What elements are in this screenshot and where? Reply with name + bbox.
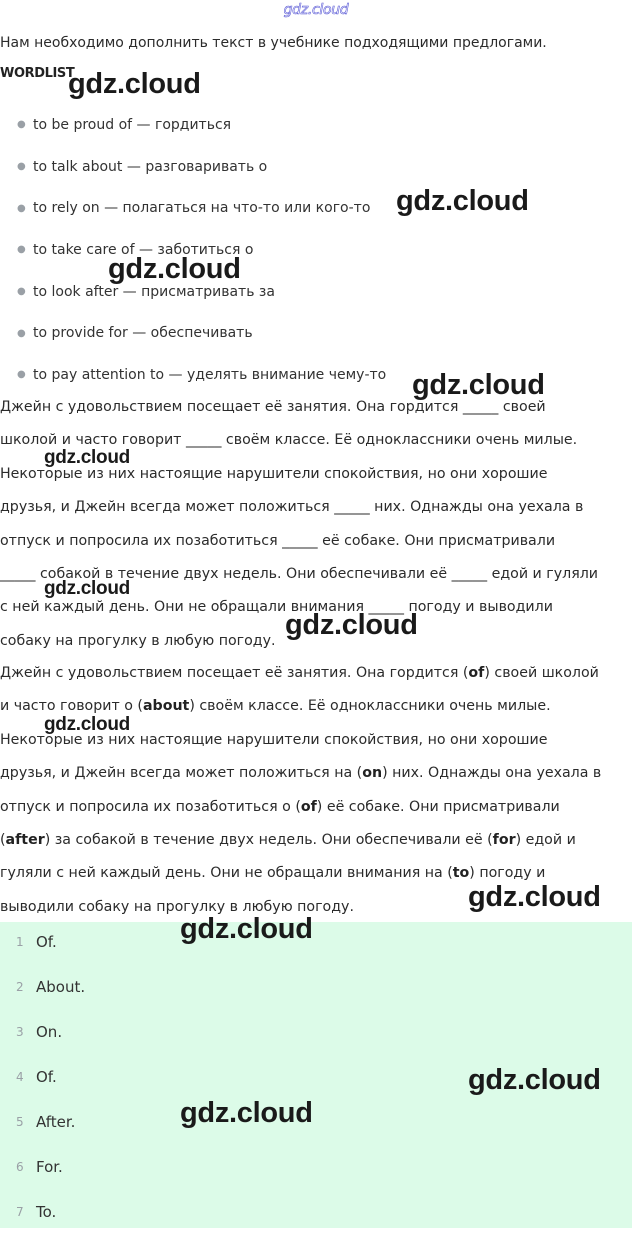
watermark: gdz.cloud [180, 1097, 313, 1129]
exercise-line: собаку на прогулку в любую погоду. [0, 632, 276, 649]
answer-highlight: after [5, 831, 45, 848]
watermark: gdz.cloud [468, 1064, 601, 1096]
answer-number: 4 [16, 1069, 24, 1084]
answer-value: About. [36, 977, 86, 996]
watermark: gdz.cloud [44, 578, 130, 599]
answer-line: выводили собаку на прогулку в любую погоду. [0, 898, 354, 915]
list-item [0, 354, 386, 396]
answer-value: Of. [36, 932, 57, 951]
answer-value: On. [36, 1022, 63, 1041]
answer-value: After. [36, 1112, 76, 1131]
answer-item [0, 964, 632, 1009]
wordlist-entry: to look after — присматривать за [33, 283, 275, 300]
list-item [0, 187, 386, 229]
watermark: gdz.cloud [44, 714, 130, 735]
bullet-icon: ● [17, 327, 26, 339]
answer-highlight: of [300, 798, 317, 815]
wordlist-entry: to rely on — полагаться на что-то или кого-то [33, 200, 371, 217]
list-item [0, 104, 386, 146]
bullet-icon: ● [17, 161, 26, 173]
wordlist-entry: to pay attention to — уделять внимание чему-то [33, 366, 387, 383]
list-item [0, 146, 386, 188]
bullet-icon: ● [17, 119, 26, 131]
wordlist-heading: WORDLIST [0, 66, 75, 81]
answer-line: (after) за собакой в течение двух недель. Они обеспечивали её (for) едой и [0, 831, 576, 848]
answer-item [0, 919, 632, 964]
answer-highlight: to [452, 865, 470, 882]
watermark: gdz.cloud [412, 369, 545, 401]
answer-number: 6 [16, 1159, 24, 1174]
wordlist-entry: to provide for — обеспечивать [33, 325, 253, 342]
answer-line: Джейн с удовольствием посещает её занятия. Она гордится (of) своей школой [0, 665, 599, 681]
answer-highlight: of [468, 665, 485, 681]
answer-number: 5 [16, 1114, 24, 1129]
answer-item [0, 1189, 632, 1234]
watermark: gdz.cloud [68, 68, 201, 100]
answer-line: гуляли с ней каждый день. Они не обращали внимания на (to) погоду и [0, 865, 546, 882]
wordlist-entry: to talk about — разговаривать о [33, 158, 268, 175]
watermark: gdz.cloud [108, 253, 241, 285]
list-item [0, 271, 386, 313]
exercise-text [0, 391, 632, 658]
answer-line: Некоторые из них настоящие нарушители спокойствия, но они хорошие [0, 731, 548, 748]
answer-item [0, 1099, 632, 1144]
answer-value: Of. [36, 1067, 57, 1086]
exercise-line: школой и часто говорит _____ своём классе. Её одноклассники очень милые. [0, 432, 578, 449]
exercise-line: _____ собакой в течение двух недель. Они обеспечивали её _____ едой и гуляли [0, 565, 599, 582]
answer-number: 3 [16, 1024, 24, 1039]
exercise-line: друзья, и Джейн всегда может положиться _____ них. Однажды она уехала в [0, 499, 584, 516]
answer-item [0, 1009, 632, 1054]
bullet-icon: ● [17, 244, 26, 256]
answer-highlight: for [492, 831, 516, 848]
answer-number: 7 [16, 1204, 24, 1219]
bullet-icon: ● [17, 202, 26, 214]
answer-item [0, 1054, 632, 1099]
answer-highlight: about [142, 698, 190, 715]
watermark: gdz.cloud [285, 609, 418, 641]
answer-line: отпуск и попросила их позаботиться о (of) её собаке. Они присматривали [0, 798, 560, 815]
list-item [0, 312, 386, 354]
bullet-icon: ● [17, 286, 26, 298]
answer-line: и часто говорит о (about) своём классе. Её одноклассники очень милые. [0, 698, 551, 715]
task-instruction: Нам необходимо дополнить текст в учебнике подходящими предлогами. [0, 35, 547, 51]
site-logo[interactable]: gdz.cloud [283, 2, 349, 18]
answer-line: друзья, и Джейн всегда может положиться на (on) них. Однажды она уехала в [0, 765, 602, 782]
answer-value: For. [36, 1157, 63, 1176]
wordlist-entry: to take care of — заботиться о [33, 241, 254, 258]
wordlist [0, 104, 386, 396]
answer-number: 2 [16, 979, 24, 994]
exercise-line: отпуск и попросила их позаботиться _____ её собаке. Они присматривали [0, 532, 556, 549]
answer-number: 1 [16, 934, 24, 949]
exercise-line: с ней каждый день. Они не обращали внимания _____ погоду и выводили [0, 599, 553, 616]
watermark: gdz.cloud [396, 185, 529, 217]
answer-list [0, 922, 632, 1228]
exercise-line: Некоторые из них настоящие нарушители спокойствия, но они хорошие [0, 465, 548, 482]
answer-item [0, 1144, 632, 1189]
wordlist-entry: to be proud of — гордиться [33, 116, 232, 133]
watermark: gdz.cloud [44, 447, 130, 468]
watermark: gdz.cloud [468, 881, 601, 913]
list-item [0, 229, 386, 271]
bullet-icon: ● [17, 369, 26, 381]
answer-value: To. [36, 1202, 57, 1221]
exercise-line: Джейн с удовольствием посещает её занятия. Она гордится _____ своей [0, 399, 546, 415]
answer-highlight: on [362, 765, 383, 782]
answer-text [0, 657, 632, 924]
watermark: gdz.cloud [180, 913, 313, 945]
